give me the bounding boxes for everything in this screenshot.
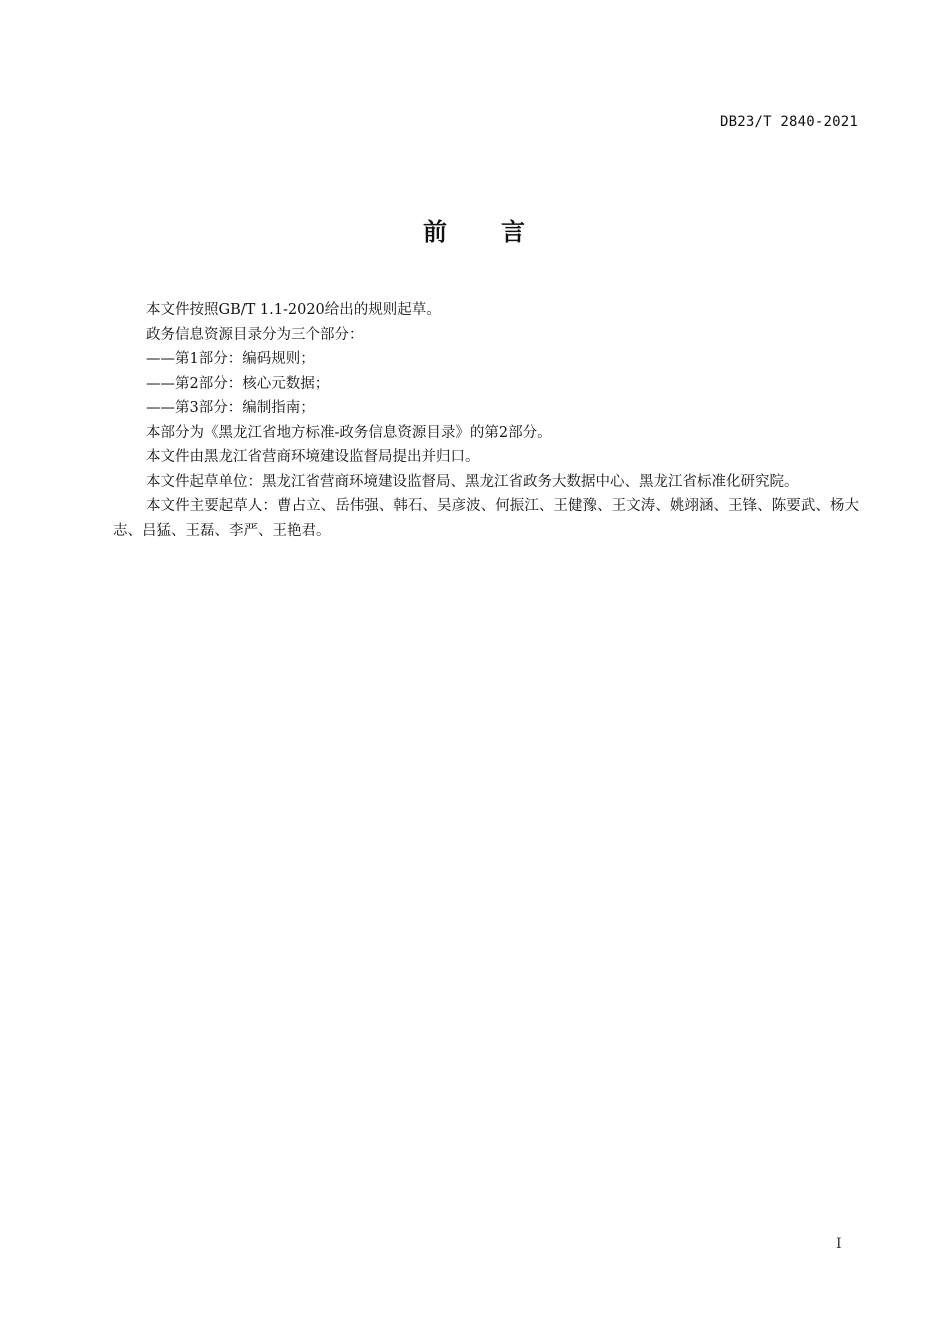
paragraph-drafting-rules: 本文件按照GB/T 1.1-2020给出的规则起草。: [146, 302, 441, 318]
section-title: [0, 212, 950, 247]
paragraph-proposer: 本文件由黑龙江省营商环境建设监督局提出并归口。: [146, 449, 480, 465]
section-title-char-2: 言: [501, 218, 527, 246]
paragraph-part-2: ——第2部分：核心元数据；: [146, 375, 330, 392]
paragraph-drafting-units: 本文件起草单位：黑龙江省营商环境建设监督局、黑龙江省政务大数据中心、黑龙江省标准化研究院。: [146, 473, 799, 490]
section-title-char-1: 前: [423, 218, 449, 246]
paragraph-this-part: 本部分为《黑龙江省地方标准-政务信息资源目录》的第2部分。: [146, 424, 552, 441]
paragraph-part-3: ——第3部分：编制指南；: [146, 400, 315, 416]
paragraph-drafters: 本文件主要起草人：曹占立、岳伟强、韩石、吴彦波、何振江、王健豫、王文涛、姚翊涵、王锋、陈要武、杨大志、吕猛、王磊、李严、王艳君。: [113, 498, 859, 539]
document-code: DB23/T 2840-2021: [719, 114, 858, 130]
page-number: I: [836, 1236, 842, 1252]
paragraph-part-1: ——第1部分：编码规则；: [146, 351, 315, 367]
paragraph-parts-intro: 政务信息资源目录分为三个部分：: [146, 326, 364, 343]
foreword-body: [113, 298, 859, 543]
